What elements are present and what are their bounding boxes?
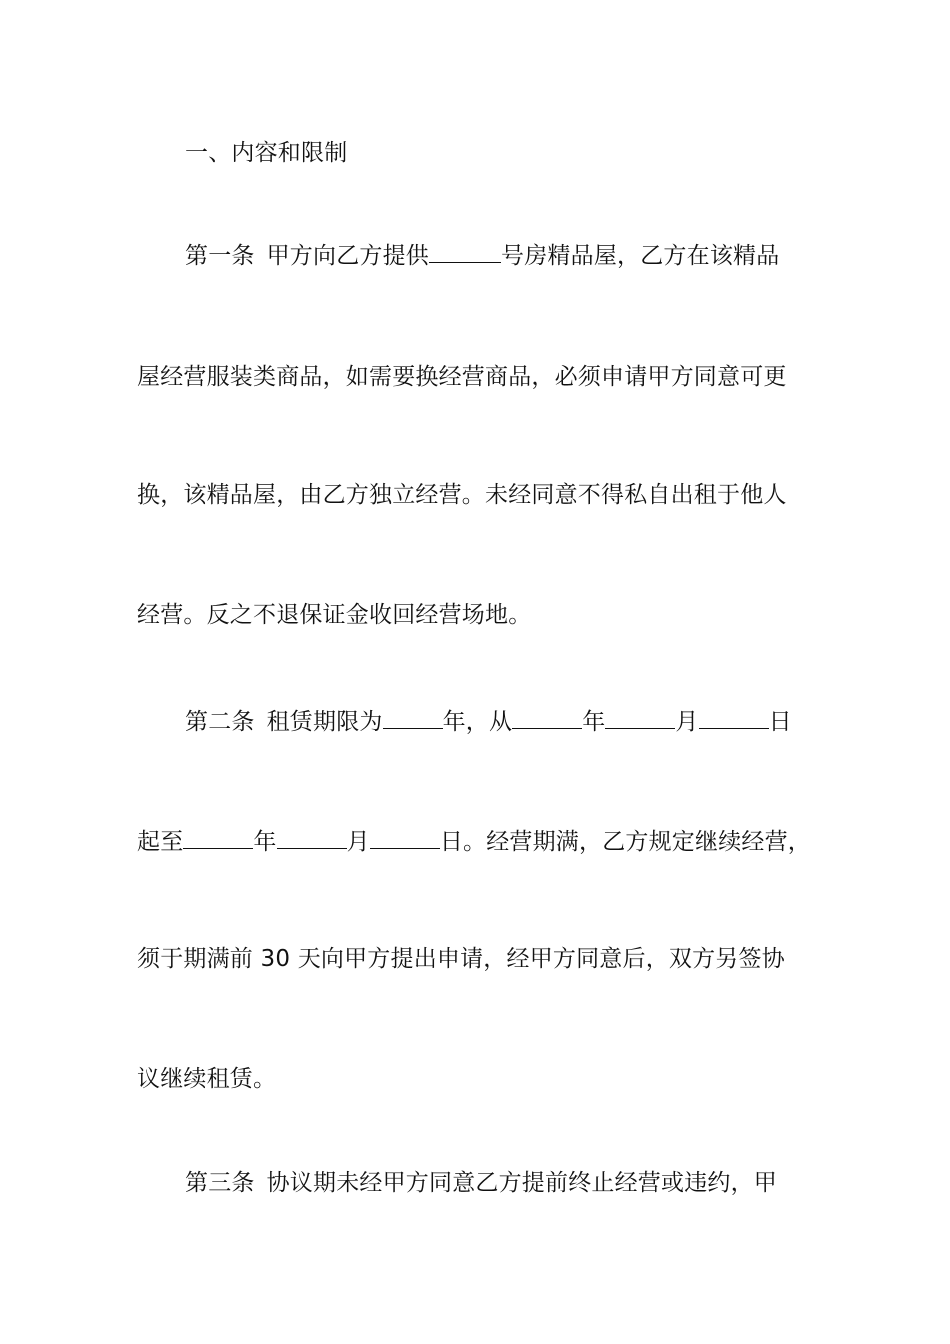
end-year-blank <box>183 826 253 849</box>
article-1-text-line-2: 屋经营服装类商品，如需要换经营商品，必须申请甲方同意可更 <box>137 364 787 390</box>
article-1-label: 第一条 <box>185 243 255 269</box>
article-2-label: 第二条 <box>185 709 255 735</box>
article-1-line-4 <box>137 600 827 630</box>
article-1-text-part-2: 号房精品屋，乙方在该精品 <box>501 243 780 269</box>
article-3-text-part-1: 协议期未经甲方同意乙方提前终止经营或违约，甲 <box>266 1170 778 1196</box>
article-1-line-3 <box>137 480 827 510</box>
article-2-line-1 <box>185 706 875 737</box>
room-number-blank <box>429 240 501 263</box>
article-1-text-part-1: 甲方向乙方提供 <box>266 243 430 269</box>
article-1-line-2 <box>137 362 827 392</box>
article-2-text-line-4: 议继续租赁。 <box>137 1066 277 1092</box>
article-2-line-2 <box>137 826 827 857</box>
article-2-text-line-3: 须于期满前 30 天向甲方提出申请，经甲方同意后，双方另签协 <box>137 946 785 972</box>
start-month-blank <box>605 706 675 729</box>
end-day-blank <box>370 826 440 849</box>
end-month-blank <box>277 826 347 849</box>
article-2-text-part-1: 租赁期限为 <box>266 709 383 735</box>
article-2-line-3 <box>137 944 827 974</box>
article-2-line-2-part-3: 月 <box>346 829 370 855</box>
start-day-blank <box>699 706 769 729</box>
article-1-text-line-4: 经营。反之不退保证金收回经营场地。 <box>137 602 532 628</box>
section-heading <box>185 138 875 168</box>
article-2-text-part-5: 日 <box>768 709 792 735</box>
article-2-text-part-4: 月 <box>675 709 699 735</box>
article-2-line-2-part-2: 年 <box>253 829 277 855</box>
start-year-blank <box>512 706 582 729</box>
article-2-line-4 <box>137 1064 827 1094</box>
article-3-label: 第三条 <box>185 1170 255 1196</box>
section-heading-text: 一、内容和限制 <box>185 140 348 166</box>
article-2-line-2-part-1: 起至 <box>137 829 184 855</box>
article-3-line-1 <box>185 1168 875 1198</box>
lease-years-blank <box>383 706 443 729</box>
article-2-text-part-3: 年 <box>582 709 606 735</box>
article-1-text-line-3: 换，该精品屋，由乙方独立经营。未经同意不得私自出租于他人 <box>137 482 787 508</box>
article-2-text-part-2: 年，从 <box>442 709 513 735</box>
article-2-line-2-part-4: 日。经营期满，乙方规定继续经营， <box>439 829 812 855</box>
article-1-line-1 <box>185 240 875 271</box>
